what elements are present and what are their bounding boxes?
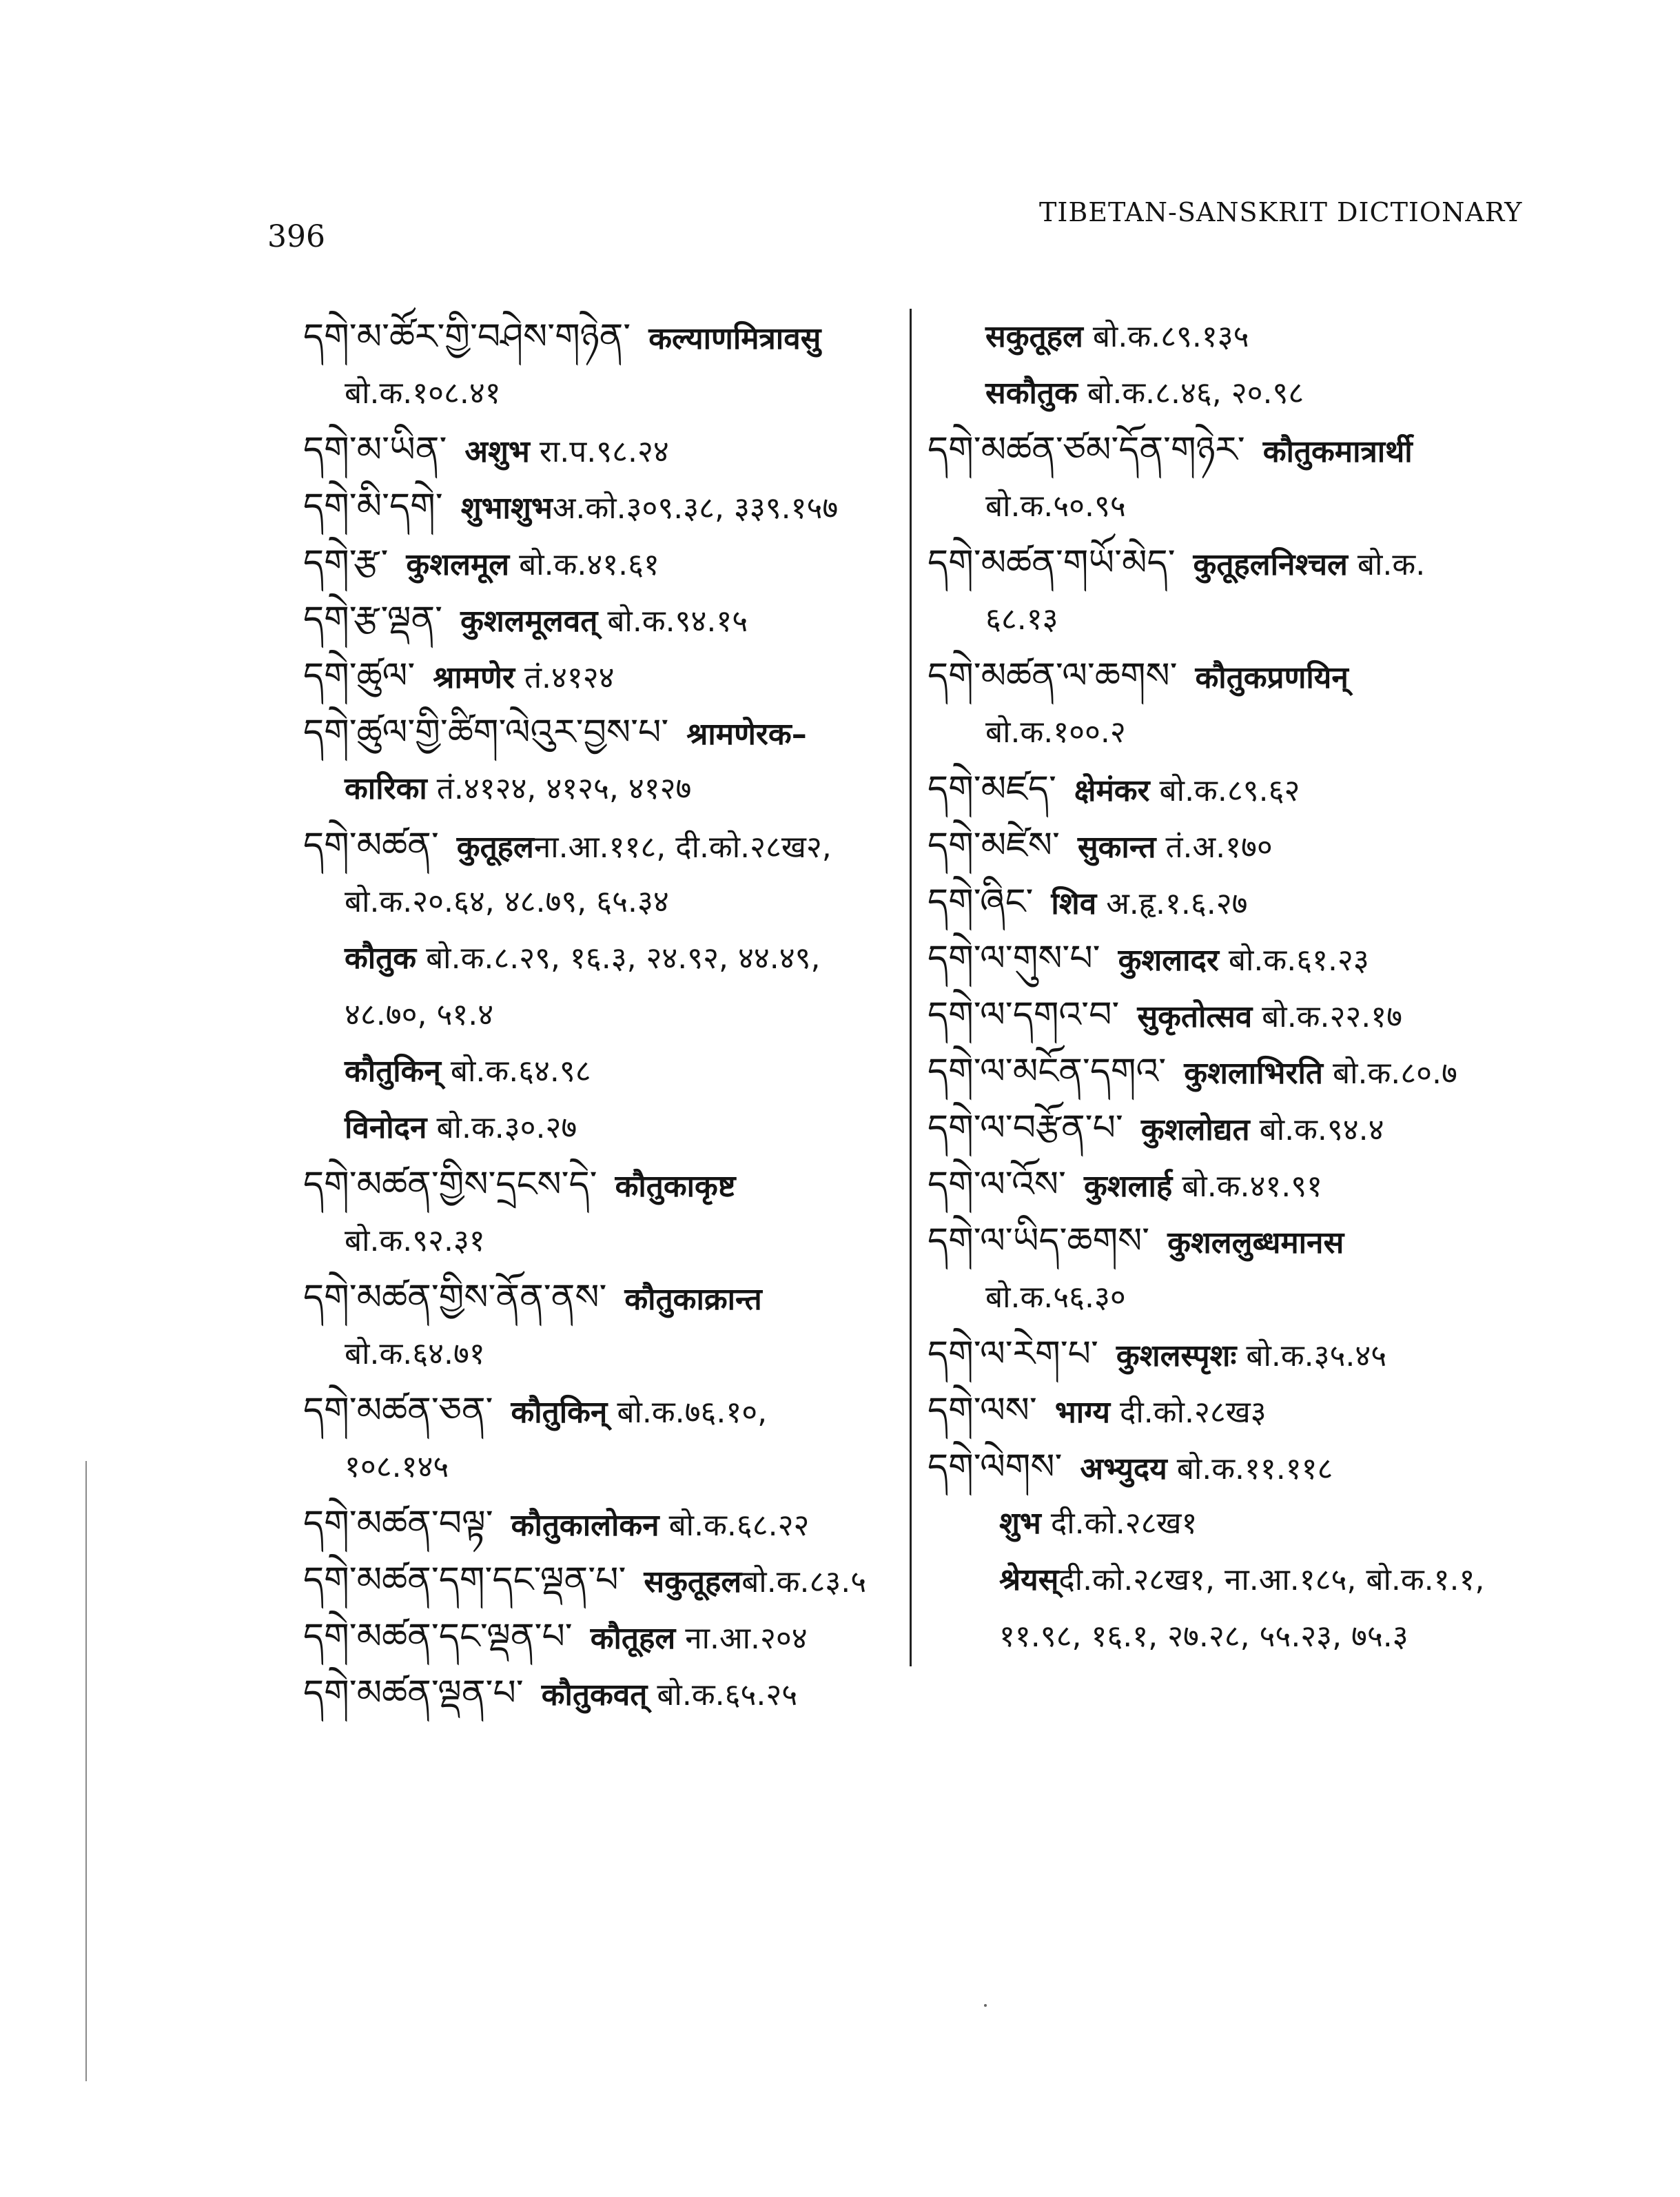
source-reference: बो.क.६८.२२ [668, 1508, 810, 1543]
source-reference: बो.क.८.४६, २०.९८ [1087, 376, 1304, 411]
entry-line [928, 422, 1589, 478]
entry-line [303, 365, 910, 422]
tibetan-headword: དགེ་མཛེས་ [928, 825, 1060, 866]
source-reference: अ.हृ.१.६.२७ [1106, 886, 1248, 921]
tibetan-headword: དགེ་ཚུལ་ [303, 655, 416, 697]
sanskrit-equivalent: श्रामणेरक– [686, 717, 807, 752]
source-reference: बो.क.२०.६४, ४८.७९, ६५.३४ [345, 884, 669, 919]
sanskrit-equivalent: कौतुकवत् [541, 1677, 648, 1713]
tibetan-headword: དགེ་མཚན་བལྟ་ [303, 1503, 493, 1544]
entry-line [928, 309, 1589, 365]
entry-line [928, 478, 1589, 535]
source-reference: बो.क.८३.५ [741, 1564, 867, 1600]
tibetan-headword: དགེ་ལ་དགའ་བ་ [928, 994, 1120, 1036]
entry-line [303, 1269, 910, 1326]
sanskrit-equivalent: कुशलमूलवत् [460, 604, 598, 639]
tibetan-headword: དགེ་མཚན་ལ་ཆགས་ [928, 655, 1178, 697]
entry-line [303, 1382, 910, 1439]
tibetan-headword: དགེ་མཚན་ཅན་ [303, 1390, 493, 1431]
tibetan-headword: དགེ་ལེགས་ [928, 1447, 1063, 1488]
sanskrit-equivalent: सकुतूहल [985, 319, 1083, 354]
source-reference: बो.क.१००.२ [985, 715, 1126, 750]
tibetan-headword: དགེ་མཚན་དང་ལྡན་པ་ [303, 1616, 573, 1657]
sanskrit-equivalent: कौतुकाक्रान्त [624, 1282, 762, 1317]
entry-line [303, 1552, 910, 1608]
sanskrit-equivalent: कुशललुब्धमानस [1167, 1225, 1344, 1260]
source-reference: बो.क.३०.२७ [436, 1110, 577, 1145]
entry-line [303, 987, 910, 1043]
sanskrit-equivalent: सुकृतोत्सव [1137, 999, 1253, 1034]
entry-line [303, 535, 910, 591]
sanskrit-equivalent: भाग्य [1054, 1395, 1111, 1430]
sanskrit-equivalent: अशुभ [464, 434, 530, 469]
source-reference: ४८.७०, ५१.४ [345, 997, 494, 1032]
sanskrit-equivalent: सुकान्त [1077, 830, 1156, 865]
sanskrit-equivalent: कुशलोद्यत [1140, 1112, 1250, 1147]
scan-speck [984, 2004, 987, 2007]
sanskrit-equivalent: सकौतुक [985, 376, 1078, 411]
sanskrit-equivalent: कौतुकमात्रार्थी [1262, 434, 1413, 469]
entry-line [928, 987, 1589, 1043]
entry-line [928, 1439, 1589, 1495]
entry-line [928, 1326, 1589, 1382]
entry-line [303, 1043, 910, 1100]
sanskrit-equivalent: विनोदन [345, 1110, 427, 1145]
entry-line [303, 761, 910, 817]
source-reference: बो.क.५६.३० [985, 1280, 1126, 1315]
entry-line [928, 930, 1589, 987]
source-reference: बो.क.९४.१५ [607, 604, 748, 639]
tibetan-headword: དགེ་མཚན་གྱིས་ནོན་ནས་ [303, 1277, 607, 1318]
sanskrit-equivalent: कुशलमूल [406, 547, 510, 582]
tibetan-headword: དགེ་ཚུལ་གྱི་ཚིག་ལེའུར་བྱས་པ་ [303, 712, 669, 753]
sanskrit-equivalent: शिव [1051, 886, 1097, 921]
source-reference: बो.क.९४.४ [1259, 1112, 1384, 1147]
entry-line [303, 1665, 910, 1721]
page-number: 396 [267, 219, 325, 254]
entry-line [303, 1213, 910, 1269]
tibetan-headword: དགེ་ལ་གུས་པ་ [928, 938, 1100, 979]
source-reference: दी.को.२८ख१, ना.आ.१८५, बो.क.१.१, [1058, 1562, 1485, 1597]
entry-line [928, 648, 1589, 704]
entry-line [928, 535, 1589, 591]
source-reference: तं.४१२४, ४१२५, ४१२७ [436, 771, 692, 806]
source-reference: बो.क.९२.३१ [345, 1223, 485, 1258]
entry-line [928, 1608, 1589, 1665]
sanskrit-equivalent: कुशलाभिरति [1184, 1056, 1323, 1091]
sanskrit-equivalent: कुतूहल [456, 830, 534, 865]
entry-line [303, 591, 910, 648]
tibetan-headword: དགེ་ལ་བརྩོན་པ་ [928, 1107, 1123, 1149]
source-reference: ना.आ.११८, दी.को.२८ख२, [533, 830, 832, 865]
tibetan-headword: དགེ་མཚན་གཡོ་མེད་ [928, 542, 1176, 584]
tibetan-headword: དགེ་མཛད་ [928, 768, 1056, 810]
entry-line [928, 704, 1589, 761]
tibetan-headword: དགེ་ལ་ཡིད་ཆགས་ [928, 1220, 1150, 1262]
tibetan-headword: དགེ་ཞིང་ [928, 881, 1034, 923]
source-reference: बो.क.८९.१३५ [1092, 319, 1249, 354]
entry-line [928, 1156, 1589, 1213]
source-reference: बो.क.८०.७ [1332, 1056, 1457, 1091]
source-reference: बो.क.४१.९१ [1182, 1169, 1323, 1204]
source-reference: दी.को.२८ख१ [1050, 1506, 1198, 1541]
tibetan-headword: དགེ་མཚན་ལྡན་པ་ [303, 1673, 524, 1714]
sanskrit-equivalent: श्रामणेर [433, 660, 515, 695]
tibetan-headword: དགེ་ལ་མངོན་དགའ་ [928, 1051, 1167, 1092]
entry-line [303, 817, 910, 874]
entry-line [303, 1156, 910, 1213]
sanskrit-equivalent: कुशलार्ह [1083, 1169, 1173, 1204]
source-reference: बो.क.११.११८ [1176, 1451, 1333, 1486]
entry-line [303, 422, 910, 478]
tibetan-headword: དགེ་མ་ཡིན་ [303, 429, 447, 471]
entry-line [928, 1100, 1589, 1156]
tibetan-headword: དགེ་ལས་ [928, 1390, 1037, 1431]
source-reference: बो.क.६४.९८ [450, 1054, 591, 1089]
sanskrit-equivalent: कौतूहल [590, 1621, 676, 1656]
entry-line [303, 1100, 910, 1156]
sanskrit-equivalent: श्रेयस् [999, 1562, 1059, 1597]
source-reference: बो.क. [1357, 547, 1426, 582]
running-head: TIBETAN-SANSKRIT DICTIONARY [1039, 197, 1523, 227]
right-column [928, 309, 1589, 1665]
sanskrit-equivalent: कारिका [345, 771, 427, 806]
sanskrit-equivalent: कौतुक [345, 941, 417, 976]
sanskrit-equivalent: सकुतूहल [644, 1564, 742, 1600]
entry-line [928, 817, 1589, 874]
source-reference: बो.क.४१.६१ [519, 547, 659, 582]
tibetan-headword: དགེ་མཚན་ [303, 825, 439, 866]
tibetan-headword: དགེ་མཚན་གྱིས་དྲངས་དེ་ [303, 1164, 597, 1205]
tibetan-headword: དགེ་མི་དགེ་ [303, 486, 443, 527]
sanskrit-equivalent: अभ्युदय [1080, 1451, 1167, 1486]
source-reference: ६८.१३ [985, 602, 1058, 637]
tibetan-headword: དགེ་མཚན་ཙམ་དོན་གཉེར་ [928, 429, 1245, 471]
sanskrit-equivalent: कौतुकप्रणयिन् [1195, 660, 1349, 695]
tibetan-headword: དགེ་ལ་འོས་ [928, 1164, 1066, 1205]
entry-line [303, 1326, 910, 1382]
tibetan-headword: དགེ་ལ་རེག་པ་ [928, 1333, 1098, 1375]
entry-line [303, 874, 910, 930]
entry-line [928, 761, 1589, 817]
sanskrit-equivalent: कौतुकिन् [511, 1395, 608, 1430]
entry-line [303, 478, 910, 535]
source-reference: ११.९८, १६.१, २७.२८, ५५.२३, ७५.३ [999, 1619, 1408, 1654]
tibetan-headword: དགེ་མ་ཚོར་གྱི་བཤེས་གཉེན་ [303, 316, 631, 358]
sanskrit-equivalent: कौतुकाकृष्ट [615, 1169, 736, 1204]
left-column [303, 309, 910, 1721]
scan-margin-mark [85, 1461, 87, 2081]
source-reference: तं.४१२४ [524, 660, 615, 695]
source-reference: बो.क.८.२९, १६.३, २४.९२, ४४.४९, [426, 941, 821, 976]
entry-line [928, 591, 1589, 648]
entry-line [303, 1439, 910, 1495]
source-reference: बो.क.३५.४५ [1246, 1338, 1387, 1373]
column-divider [910, 309, 912, 1666]
source-reference: बो.क.७६.१०, [617, 1395, 768, 1430]
entry-line [928, 1269, 1589, 1326]
entry-line [928, 1213, 1589, 1269]
sanskrit-equivalent: क्षेमंकर [1074, 773, 1150, 808]
entry-line [303, 1495, 910, 1552]
entry-line [303, 1608, 910, 1665]
source-reference: बो.क.६५.२५ [657, 1677, 798, 1713]
entry-line [928, 1552, 1589, 1608]
entry-line [928, 365, 1589, 422]
entry-line [303, 704, 910, 761]
entry-line [928, 1382, 1589, 1439]
source-reference: तं.अ.१७० [1165, 830, 1273, 865]
tibetan-headword: དགེ་རྩ་ལྡན་ [303, 599, 443, 640]
sanskrit-equivalent: कुतूहलनिश्चल [1193, 547, 1348, 582]
entry-line [303, 930, 910, 987]
entry-line [928, 874, 1589, 930]
source-reference: बो.क.६४.७१ [345, 1336, 485, 1371]
entry-line [928, 1495, 1589, 1552]
entry-line [928, 1043, 1589, 1100]
sanskrit-equivalent: कुशलादर [1118, 943, 1219, 978]
source-reference: बो.क.५०.९५ [985, 489, 1126, 524]
source-reference: ना.आ.२०४ [685, 1621, 808, 1656]
sanskrit-equivalent: कल्याणमित्रावसु [648, 321, 821, 356]
source-reference: बो.क.६१.२३ [1228, 943, 1369, 978]
source-reference: बो.क.१०८.४१ [345, 376, 501, 411]
entry-line [303, 309, 910, 365]
tibetan-headword: དགེ་མཚན་དག་དང་ལྡན་པ་ [303, 1560, 626, 1601]
sanskrit-equivalent: शुभाशुभ [460, 491, 553, 526]
source-reference: दी.को.२८ख३ [1120, 1395, 1267, 1430]
sanskrit-equivalent: कुशलस्पृशः [1116, 1338, 1237, 1373]
source-reference: बो.क.२२.१७ [1262, 999, 1402, 1034]
sanskrit-equivalent: कौतुकालोकन [511, 1508, 659, 1543]
source-reference: अ.को.३०९.३८, ३३९.१५७ [552, 491, 839, 526]
source-reference: बो.क.८९.६२ [1159, 773, 1300, 808]
source-reference: १०८.१४५ [345, 1449, 449, 1484]
entry-line [303, 648, 910, 704]
sanskrit-equivalent: शुभ [999, 1506, 1041, 1541]
tibetan-headword: དགེ་རྩ་ [303, 542, 389, 584]
sanskrit-equivalent: कौतुकिन् [345, 1054, 441, 1089]
source-reference: रा.प.९८.२४ [539, 434, 669, 469]
